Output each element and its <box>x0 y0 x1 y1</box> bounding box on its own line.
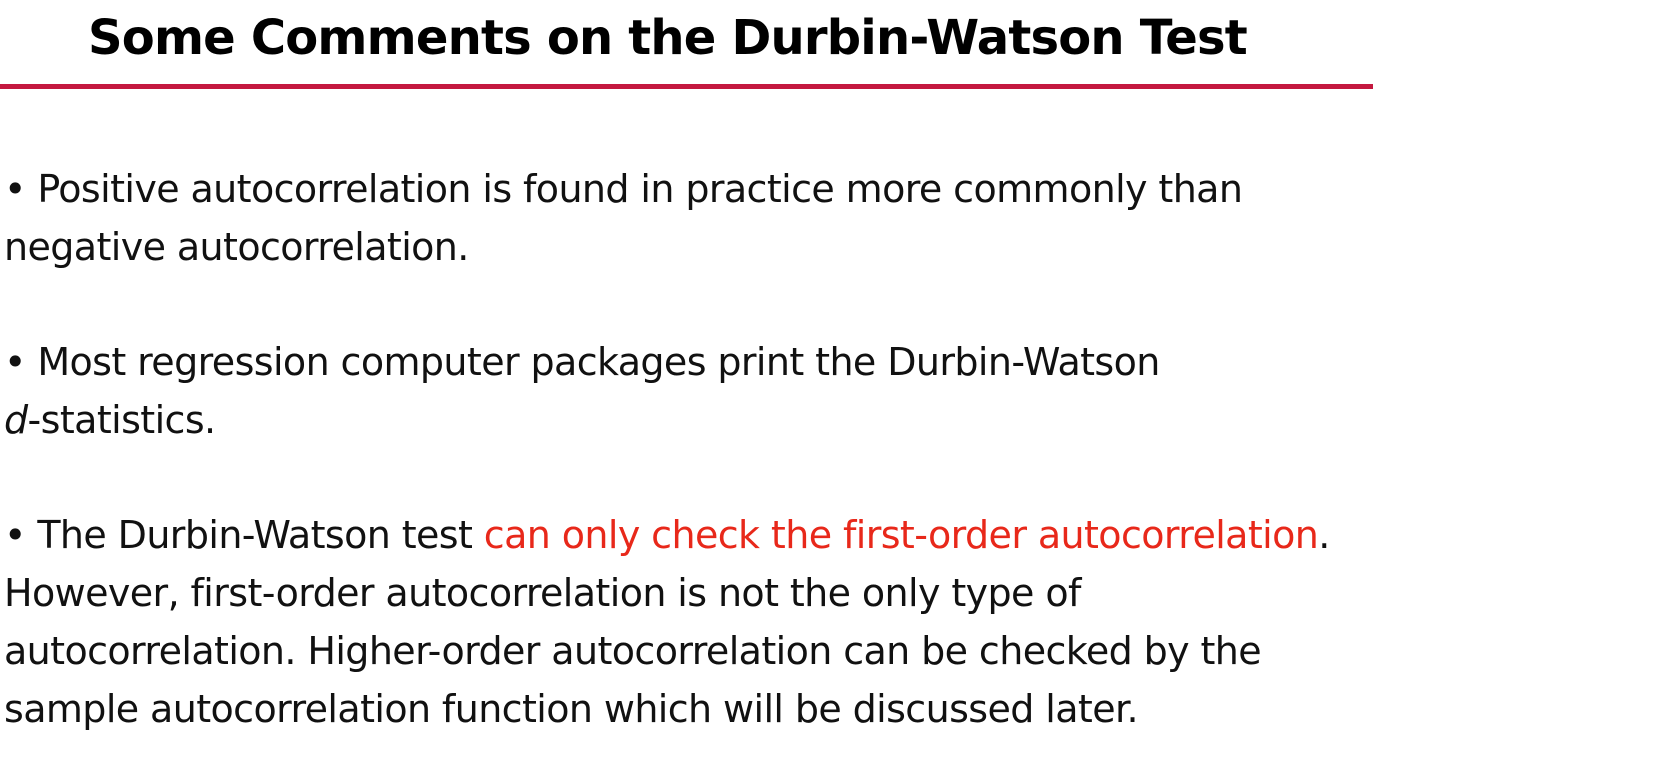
bullet-list <box>4 160 1374 738</box>
bullet-text-2-suffix: -statistics. <box>27 398 216 442</box>
bullet-text-1: Positive autocorrelation is found in practice more commonly than negative autocorrelation. <box>4 167 1243 269</box>
bullet-glyph: • <box>4 340 26 384</box>
bullet-text-2-lead: Most regression computer packages print the Durbin-Watson <box>37 340 1160 384</box>
slide-title: Some Comments on the Durbin-Watson Test <box>88 10 1247 66</box>
bullet-text-3-rest: . However, first-order autocorrelation is not the only type of autocorrelation. Higher-order autocorrelation can be checked by the sample autocorrelation function which will be discussed later. <box>4 513 1330 731</box>
bullet-glyph: • <box>4 167 26 211</box>
bullet-text-3-lead: The Durbin-Watson test <box>37 513 473 557</box>
bullet-glyph: • <box>4 513 26 557</box>
bullet-item-2 <box>4 333 1374 449</box>
title-underline <box>0 84 1373 89</box>
bullet-item-1 <box>4 160 1374 276</box>
bullet-item-3 <box>4 506 1374 738</box>
highlighted-phrase: can only check the first-order autocorrelation <box>483 513 1319 557</box>
d-statistic-symbol: d <box>4 398 28 442</box>
